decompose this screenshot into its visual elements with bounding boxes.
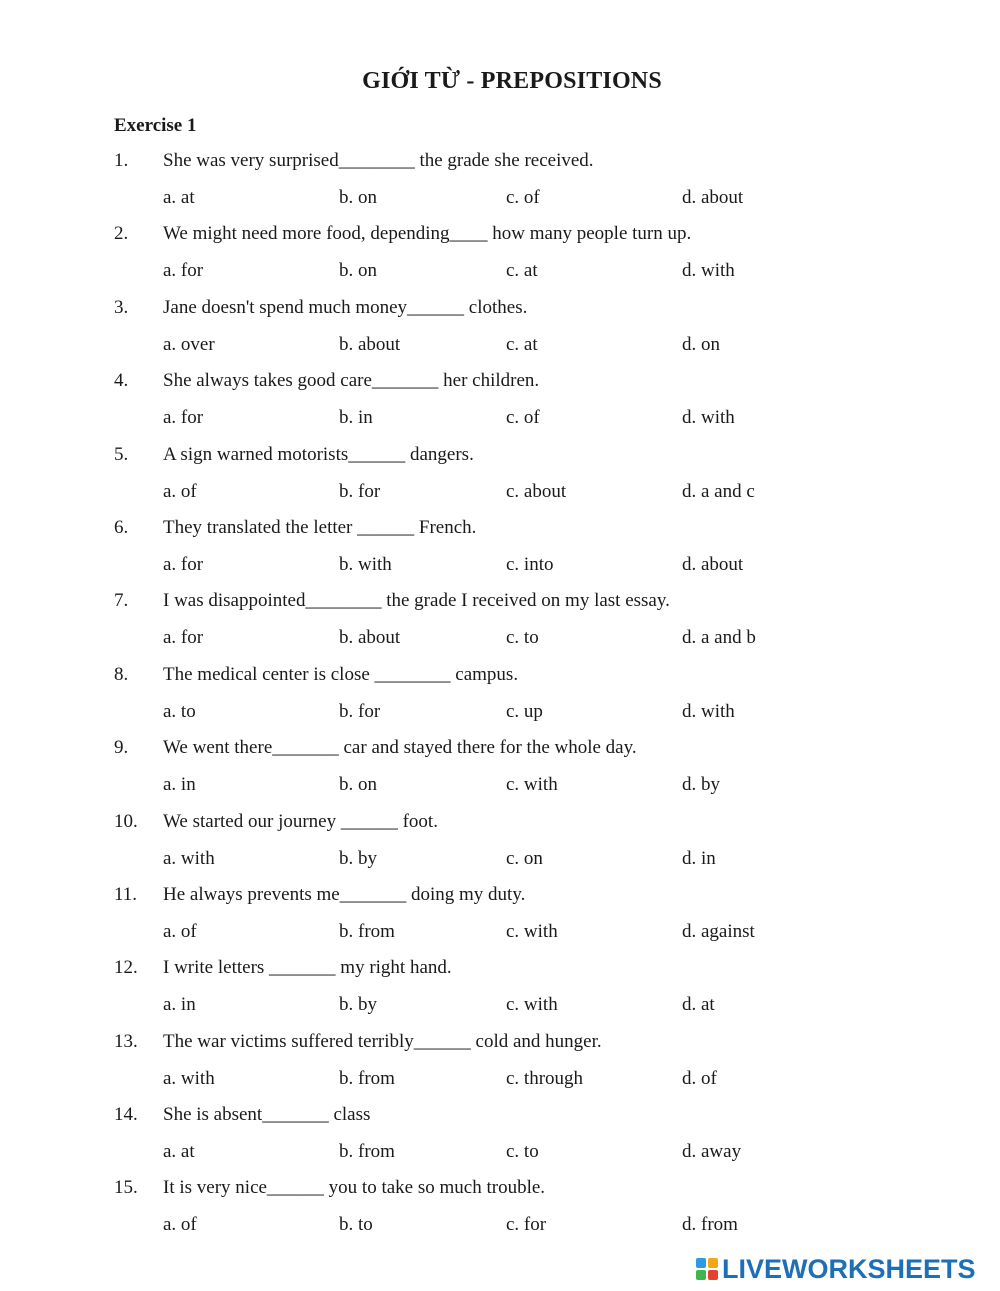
answer-option[interactable]: b. with — [339, 553, 392, 575]
question-item — [0, 514, 1000, 587]
answer-option[interactable]: c. of — [506, 407, 540, 429]
answer-option[interactable]: b. about — [339, 627, 401, 649]
answer-option[interactable]: c. with — [506, 774, 558, 796]
answer-option[interactable]: c. at — [506, 260, 538, 282]
logo-block-2 — [708, 1258, 718, 1268]
question-stem — [114, 884, 525, 906]
question-item — [0, 1101, 1000, 1174]
question-text: The medical center is close ________ campus. — [163, 663, 519, 685]
question-item — [0, 147, 1000, 220]
answer-option[interactable]: d. in — [682, 847, 716, 869]
answer-option[interactable]: d. at — [682, 994, 715, 1016]
answer-option[interactable]: c. with — [506, 994, 558, 1016]
page-title: GIỚI TỪ - PREPOSITIONS — [362, 68, 662, 94]
answer-option[interactable]: c. about — [506, 480, 567, 502]
answer-option[interactable]: d. a and b — [682, 627, 756, 649]
question-text: I was disappointed________ the grade I received on my last essay. — [163, 590, 670, 612]
question-text: We might need more food, depending____ how many people turn up. — [163, 223, 692, 245]
question-number: 12. — [114, 957, 138, 979]
answer-option[interactable]: b. by — [339, 994, 377, 1016]
answer-option[interactable]: b. by — [339, 847, 377, 869]
answer-option[interactable]: c. on — [506, 847, 543, 869]
logo-icon — [696, 1258, 718, 1280]
question-number: 13. — [114, 1030, 138, 1052]
liveworksheets-logo — [696, 1254, 976, 1284]
question-number: 1. — [114, 150, 129, 171]
answer-option[interactable]: b. from — [339, 1141, 395, 1163]
answer-option[interactable]: b. on — [339, 260, 377, 282]
answer-option[interactable]: d. from — [682, 1214, 738, 1236]
answer-option[interactable]: d. a and c — [682, 480, 755, 502]
answer-option[interactable]: d. with — [682, 700, 735, 722]
question-item — [0, 808, 1000, 881]
answer-option[interactable]: c. with — [506, 920, 558, 942]
answer-option[interactable]: b. for — [339, 480, 381, 502]
answer-option[interactable]: c. through — [506, 1067, 584, 1089]
question-text: He always prevents me_______ doing my duty. — [163, 883, 526, 905]
answer-option[interactable]: d. by — [682, 774, 720, 796]
answer-option[interactable]: c. at — [506, 333, 538, 355]
answer-option[interactable]: a. with — [163, 1067, 215, 1089]
question-number: 10. — [114, 810, 138, 832]
question-stem — [114, 297, 527, 319]
answer-option[interactable]: a. for — [163, 407, 204, 429]
answer-option[interactable]: d. on — [682, 333, 720, 355]
answer-option[interactable]: c. of — [506, 187, 540, 208]
answer-option[interactable]: d. about — [682, 553, 744, 575]
question-number: 14. — [114, 1104, 138, 1126]
question-number: 4. — [114, 370, 129, 392]
answer-option[interactable]: b. from — [339, 1067, 395, 1089]
answer-option[interactable]: b. on — [339, 187, 377, 208]
answer-option[interactable]: a. at — [163, 187, 195, 208]
answer-option[interactable]: d. of — [682, 1067, 717, 1089]
question-stem — [114, 590, 670, 612]
answer-option[interactable]: a. at — [163, 1141, 195, 1163]
question-number: 6. — [114, 516, 129, 538]
answer-option[interactable]: c. for — [506, 1214, 547, 1236]
answer-option[interactable]: b. on — [339, 774, 377, 796]
logo-block-4 — [708, 1270, 718, 1280]
question-stem — [114, 517, 476, 539]
answer-option[interactable]: a. over — [163, 333, 215, 355]
answer-option[interactable]: a. with — [163, 847, 215, 869]
answer-option[interactable]: a. in — [163, 994, 196, 1016]
answer-option[interactable]: a. for — [163, 260, 204, 282]
question-item — [0, 294, 1000, 367]
question-stem — [114, 1177, 545, 1199]
answer-option[interactable]: a. of — [163, 920, 197, 942]
answer-option[interactable]: b. to — [339, 1214, 373, 1236]
answer-option[interactable]: d. against — [682, 920, 755, 942]
answer-option[interactable]: a. in — [163, 774, 196, 796]
question-text: She is absent_______ class — [163, 1104, 371, 1126]
question-text: She was very surprised________ the grade she received. — [163, 150, 594, 171]
question-number: 15. — [114, 1177, 138, 1199]
answer-option[interactable]: c. into — [506, 553, 554, 575]
question-number: 11. — [114, 883, 138, 905]
question-text: Jane doesn't spend much money______ clothes. — [163, 296, 528, 318]
question-number: 9. — [114, 737, 129, 759]
question-stem — [114, 957, 452, 979]
question-text: A sign warned motorists______ dangers. — [163, 443, 474, 465]
answer-option[interactable]: d. about — [682, 187, 744, 208]
answer-option[interactable]: a. of — [163, 1214, 197, 1236]
answer-option[interactable]: b. in — [339, 407, 373, 429]
logo-text: LIVEWORKSHEETS — [722, 1253, 976, 1284]
question-text: I write letters _______ my right hand. — [163, 957, 452, 979]
question-item — [0, 954, 1000, 1027]
question-stem — [114, 444, 474, 466]
logo-block-3 — [696, 1270, 706, 1280]
answer-option[interactable]: b. from — [339, 920, 395, 942]
exercise-heading: Exercise 1 — [114, 115, 197, 136]
answer-option[interactable]: b. about — [339, 333, 401, 355]
question-stem — [114, 370, 539, 392]
logo-block-1 — [696, 1258, 706, 1268]
question-text: They translated the letter ______ French. — [163, 516, 477, 538]
question-stem — [114, 1031, 602, 1053]
question-number: 5. — [114, 443, 129, 465]
question-text: It is very nice______ you to take so much trouble. — [163, 1177, 546, 1199]
question-list — [0, 147, 1000, 1248]
question-stem — [114, 811, 438, 833]
answer-option[interactable]: b. for — [339, 700, 381, 722]
question-number: 7. — [114, 590, 129, 612]
question-item — [0, 367, 1000, 440]
question-stem — [114, 150, 594, 172]
question-item — [0, 1174, 1000, 1247]
answer-option[interactable]: a. of — [163, 480, 197, 502]
question-text: We went there_______ car and stayed there for the whole day. — [163, 737, 637, 759]
question-text: She always takes good care_______ her children. — [163, 370, 540, 392]
question-item — [0, 1028, 1000, 1101]
question-item — [0, 734, 1000, 807]
answer-option[interactable]: d. away — [682, 1141, 742, 1163]
answer-option[interactable]: c. up — [506, 700, 543, 722]
answer-option[interactable]: a. to — [163, 700, 196, 722]
question-item — [0, 441, 1000, 514]
answer-option[interactable]: c. to — [506, 627, 539, 649]
question-stem — [114, 1104, 370, 1126]
question-item — [0, 881, 1000, 954]
answer-option[interactable]: d. with — [682, 260, 735, 282]
question-item — [0, 220, 1000, 293]
question-number: 3. — [114, 296, 129, 318]
answer-option[interactable]: a. for — [163, 553, 204, 575]
question-text: The war victims suffered terribly______ cold and hunger. — [163, 1030, 602, 1052]
question-stem — [114, 664, 518, 686]
question-item — [0, 587, 1000, 660]
answer-option[interactable]: a. for — [163, 627, 204, 649]
question-number: 8. — [114, 663, 129, 685]
question-number: 2. — [114, 223, 129, 245]
question-stem — [114, 223, 691, 245]
question-stem — [114, 737, 637, 759]
answer-option[interactable]: d. with — [682, 407, 735, 429]
answer-option[interactable]: c. to — [506, 1141, 539, 1163]
question-item — [0, 661, 1000, 734]
question-text: We started our journey ______ foot. — [163, 810, 438, 832]
